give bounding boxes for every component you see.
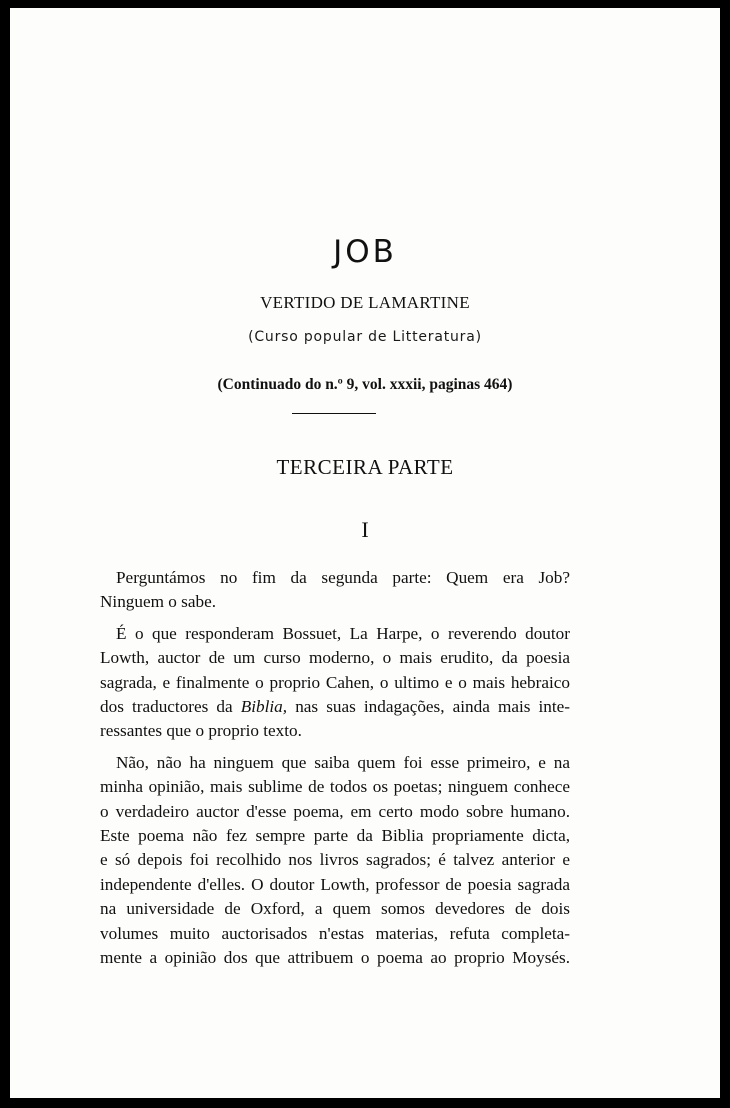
text-line: É o que responderam Bossuet, La Harpe, o reverendo doutor [116,623,570,643]
body-text [100,566,570,971]
text-line: volumes muito auctorisados n'estas materias, refuta completa- [100,923,570,943]
article-subtitle: VERTIDO DE LAMARTINE [260,293,470,312]
paragraph [100,622,570,744]
part-heading: TERCEIRA PARTE [276,455,454,479]
continuation-note: (Continuado do n.º 9, vol. xxxii, paginas 464) [217,376,513,393]
text-line: Este poema não fez sempre parte da Biblia propriamente dicta, [100,826,570,846]
paragraph [100,751,570,971]
text-line: Perguntámos no fim da segunda parte: Quem era Job? [116,568,570,587]
section-number: I [361,517,369,542]
book-page [10,8,720,1098]
text-line: e só depois foi recolhido nos livros sagrados; é talvez anterior e [100,850,570,870]
paragraph [100,566,570,615]
text-fragment: dos traductores da [100,697,233,717]
text-line [100,695,570,719]
text-line: Ninguem o sabe. [100,592,216,612]
article-title: JOB [333,234,397,270]
book-title-italic: Biblia, [240,697,288,717]
text-line: na universidade de Oxford, a quem somos devedores de dois [100,899,570,919]
course-note: (Curso popular de Litteratura) [248,329,482,345]
text-line: Não, não ha ninguem que saiba quem foi esse primeiro, e na [116,752,570,772]
text-line: o verdadeiro auctor d'esse poema, em certo modo sobre humano. [100,801,570,821]
text-line: minha opinião, mais sublime de todos os poetas; ninguem conhece [100,777,570,797]
text-line: Lowth, auctor de um curso moderno, o mais erudito, da poesia [100,648,570,668]
text-line: independente d'elles. O doutor Lowth, professor de poesia sagrada [100,874,570,894]
section-divider [292,413,376,414]
text-line: mente a opinião dos que attribuem o poema ao proprio Moysés. [100,948,570,968]
text-line: ressantes que o proprio texto. [100,721,302,741]
text-fragment: nas suas indagações, ainda mais inte- [295,697,571,717]
text-line: sagrada, e finalmente o proprio Cahen, o ultimo e o mais hebraico [100,672,570,692]
